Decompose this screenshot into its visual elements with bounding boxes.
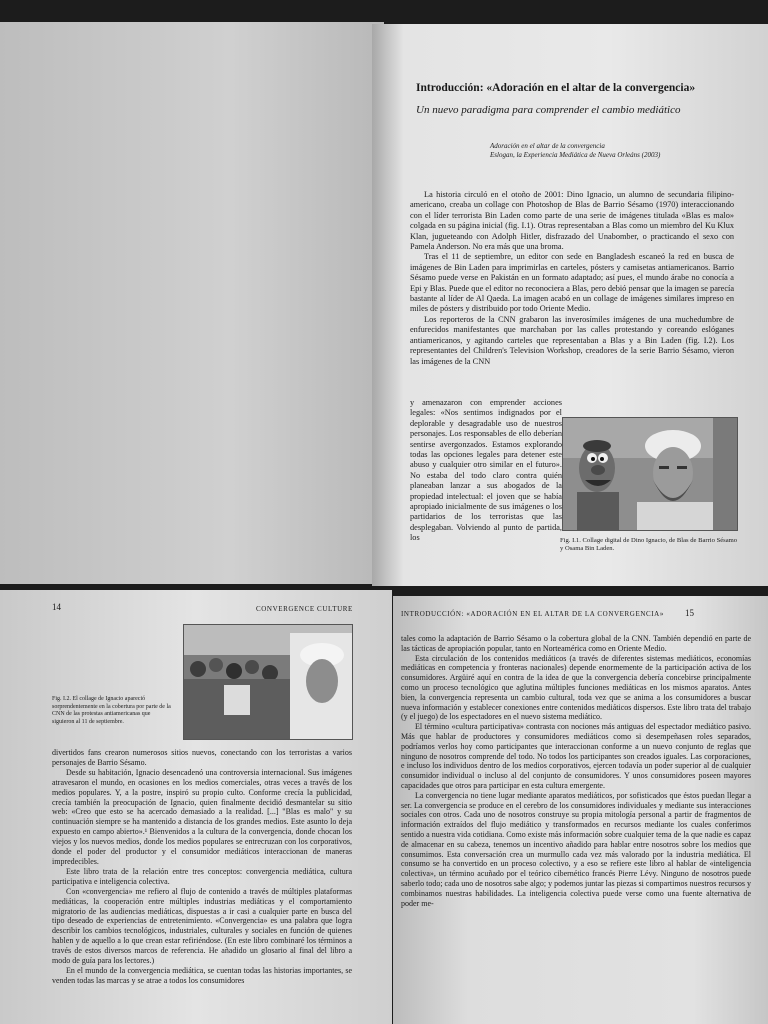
page-number: 14 [52, 602, 61, 612]
chapter-title: Introducción: «Adoración en el altar de la convergencia» [416, 82, 696, 94]
paragraph: Este libro trata de la relación entre tres conceptos: convergencia mediática, cultura participativa e inteligencia colectiva. [52, 866, 352, 886]
page-top-right [372, 24, 768, 586]
paragraph: El término «cultura participativa» contrasta con nociones más antiguas del espectador mediático pasivo. Más que hablar de productores y consumidores mediáticos como si desempeñasen roles separados, podríamos verlos hoy como participantes que interaccionan conforme a un nuevo conjunto de reglas que ninguno de nosotros comprende del todo. No todos los participantes son creados iguales. Las corporaciones, e incluso los individuos dentro de los medios corporativos, ejercen todavía un poder superior al de cualquier consumidor individual o incluso al del conjunto de consumidores. Y unos consumidores poseen mayores capacidades que otros para participar en esta cultura emergente. [401, 722, 751, 790]
figure-caption: Fig. I.1. Collage digital de Dino Ignacio, de Blas de Barrio Sésamo y Osama Bin Laden. [560, 537, 738, 553]
body-text-wrapped [410, 398, 562, 544]
running-head: INTRODUCCIÓN: «ADORACIÓN EN EL ALTAR DE LA CONVERGENCIA» [401, 610, 664, 618]
paragraph: divertidos fans crearon numerosos sitios nuevos, conectando con los terroristas a varios personajes de Barrio Sésamo. [52, 748, 352, 767]
running-head: CONVERGENCE CULTURE [256, 605, 353, 613]
page-15 [393, 596, 768, 1024]
epigraph-source: Eslogan, la Experiencia Mediática de Nueva Orleáns (2003) [490, 151, 661, 159]
paragraph: Desde su habitación, Ignacio desencadenó una controversia internacional. Sus imágenes atravesaron el mundo, en ocasiones en los medios comerciales, otras veces a través de los medios populares. Y, a la postre, inspiró su propio culto. Conforme crecía la publicidad, crecía también la preocupación de Ignacio, quien finalmente decidió desmantelar su sitio web: «Creo que esto se ha acercado demasiado a la realidad. [...] "Blas es malo" y su continuación siempre se ha mantenido a distancia de los grandes medios. Este asunto lo deja expuesto en campo abierto».¹ Bienvenidos a la cultura de la convergencia, donde chocan los viejos y los nuevos medios, donde los medios populares se entrecruzan con los corporativos, donde el poder del productor y el consumidor mediáticos interaccionan de maneras impredecibles. [52, 767, 352, 866]
page-top-left [0, 22, 384, 584]
chapter-subtitle: Un nuevo paradigma para comprender el cambio mediático [416, 104, 681, 116]
body-text-top [410, 190, 734, 367]
collage-illustration [563, 418, 737, 530]
page-number: 15 [685, 608, 694, 618]
figure-caption: Fig. I.2. El collage de Ignacio apareció sorprendentemente en la cobertura por parte de la CNN de las protestas antiamericanas que siguieron al 11 de septiembre. [52, 696, 171, 725]
paragraph: tales como la adaptación de Barrio Sésamo o la cobertura global de la CNN. También dependió en parte de las tácticas de apropiación popular, tanto en Norteamérica como en Oriente Medio. [401, 634, 751, 653]
paragraph: Con «convergencia» me refiero al flujo de contenido a través de múltiples plataformas mediáticas, la cooperación entre múltiples industrias mediáticas y el comportamiento migratorio de las audiencias mediáticas, dispuestas a ir casi a cualquier parte en busca del tipo deseado de experiencias de entretenimiento. «Convergencia» es una palabra que logra describir los cambios tecnológicos, industriales, culturales y sociales en función de quienes hablen y de aquello a lo que crean estar refiriéndose. (En este libro combinaré los términos a través de estos diversos marcos de referencia. He añadido un glosario al final del libro a modo de guía para los lectores.) [52, 886, 352, 966]
paragraph: y amenazaron con emprender acciones legales: «Nos sentimos indignados por el deplorable y desagradable uso de nuestros personajes. Los responsables de ello deberían sentirse avergonzados. Estamos explorando todas las opciones legales para detener este abuso y cualquier otro similar en el futuro». No estaba del todo claro contra quién planeaban lanzar a sus abogados de la propiedad intelectual: el joven que se había apropiado inicialmente de sus imágenes o los partidarios de los terroristas que las desplegaban. Volviendo al punto de partida, los [410, 398, 562, 543]
figure-protest-photo [183, 624, 353, 740]
paragraph: Esta circulación de los contenidos mediáticos (a través de diferentes sistemas mediáticos, economías mediáticas en competencia y fronteras nacionales) depende enormemente de la participación activa de los consumidores. Argüiré aquí en contra de la idea de que la convergencia debería concebirse principalmente como un proceso tecnológico que aglutina múltiples funciones mediáticas en los mismos aparatos. Antes bien, la convergencia representa un cambio cultural, toda vez que se anima a los consumidores a buscar nueva información y establecer conexiones entre contenidos mediáticos dispersos. Este libro trata del trabajo (y el juego) de los espectadores en el nuevo sistema mediático. [401, 653, 751, 722]
page-14 [0, 590, 392, 1024]
paragraph: La convergencia no tiene lugar mediante aparatos mediáticos, por sofisticados que éstos puedan llegar a ser. La convergencia se produce en el cerebro de los consumidores individuales y mediante sus interacciones sociales con otros. Cada uno de nosotros construye su propia mitología personal a partir de fragmentos de información extraídos del flujo mediático y transformados en recursos mediante los cuales conferimos sentido a nuestra vida cotidiana. Como existe más información sobre cualquier tema de la que nadie es capaz de almacenar en su cabeza, tenemos un incentivo añadido para hablar entre nosotros sobre los medios que consumimos. Esta conversación crea un murmullo cada vez más valorado por la industria mediática. El consumo se ha convertido en un proceso colectivo, y a eso se refiere este libro al hablar de «inteligencia colectiva», un término acuñado por el teórico cibernético francés Pierre Lévy. Ninguno de nosotros puede saberlo todo; cada uno de nosotros sabe algo; y podemos juntar las piezas si compartimos nuestros recursos y combinamos nuestras habilidades. La inteligencia colectiva puede verse como una fuente alternativa de poder me- [401, 790, 751, 908]
protest-illustration [184, 625, 352, 739]
paragraph: Tras el 11 de septiembre, un editor con sede en Bangladesh escaneó la red en busca de imágenes de Bin Laden para imprimirlas en carteles, pósters y camisetas antiamericanos. Barrio Sésamo puede verse en Pakistán en un formato adaptado; así pues, el mundo árabe no conocía a Epi y Blas. Puede que el editor no reconociera a Blas, pero debió pensar que la imagen se parecía bastante al líder de Al Qaeda. La imagen acabó en un collage de imágenes similares impreso en miles de pósters y distribuido por todo Oriente Medio. [410, 252, 734, 314]
body-text [52, 748, 352, 986]
paragraph: La historia circuló en el otoño de 2001: Dino Ignacio, un alumno de secundaria filipino-americano, creaba un collage con Photoshop de Blas de Barrio Sésamo (1970) interaccionando con el líder terrorista Bin Laden como parte de una serie de imágenes titulada «Blas es malo» colgada en su página inicial (fig. I.1). Otras representaban a Blas como un miembro del Ku Klux Klan, jugueteando con Adolph Hitler, disfrazado del Unabomber, o practicando el sexo con Pamela Anderson. No era más que una broma. [410, 190, 734, 252]
paragraph: Los reporteros de la CNN grabaron las inverosímiles imágenes de una muchedumbre de enfurecidos manifestantes que marchaban por las calles protestando y coreando eslóganes antiamericanos, y agitando carteles que representaban a Blas y a Bin Laden (fig. I.2). Los representantes del Children's Television Workshop, creadores de la serie Barrio Sésamo, vieron las imágenes de la CNN [410, 314, 734, 366]
epigraph [490, 142, 660, 160]
body-text [401, 634, 751, 908]
epigraph-line: Adoración en el altar de la convergencia [490, 142, 605, 150]
paragraph: En el mundo de la convergencia mediática, se cuentan todas las historias importantes, se venden todas las marcas y se atrae a todos los consumidores [52, 965, 352, 985]
figure-collage-photo [562, 417, 738, 531]
